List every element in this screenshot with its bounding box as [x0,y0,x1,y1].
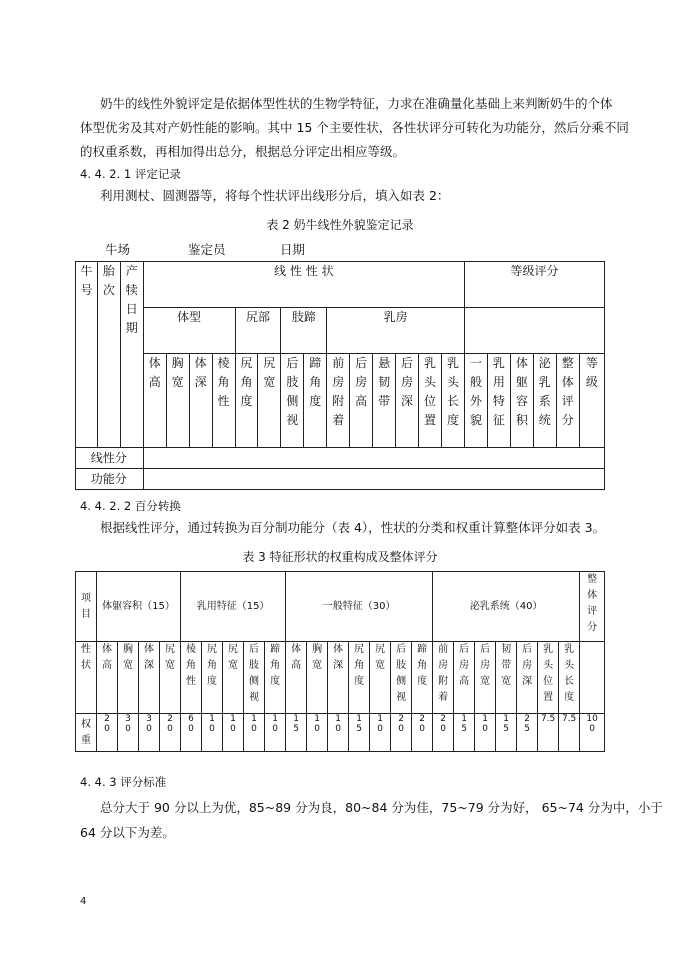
t2-grade-col: 泌乳系统 [533,354,556,448]
t3-trait: 乳头位置 [538,642,559,714]
t2-trait: 体深 [189,354,212,448]
t3-header-total: 整体评分 [580,572,605,642]
t2-trait: 前房附着 [327,354,350,448]
t3-trait: 前房附着 [433,642,454,714]
t3-trait: 后房深 [517,642,538,714]
t3-weight: 10 [202,714,223,752]
t3-trait: 体深 [139,642,160,714]
t2-header-grade-eval: 等级评分 [464,262,604,308]
t3-trait: 体高 [97,642,118,714]
t3-trait: 尻角度 [349,642,370,714]
meta-appraiser: 鉴定员 [188,242,226,257]
t3-weight: 60 [181,714,202,752]
page-number: 4 [80,896,87,907]
t3-weight: 20 [433,714,454,752]
meta-date: 日期 [280,242,306,257]
intro-line-2: 体型优劣及其对产奶性能的影响。其中 15 个主要性状，各性状评分可转化为功能分，然后分乘不同 [80,120,629,135]
t3-weight: 15 [286,714,307,752]
t2-trait: 棱角性 [212,354,235,448]
t3-trait [580,642,605,714]
t3-trait: 蹄角度 [265,642,286,714]
t2-grade-col: 整体评分 [556,354,579,448]
t3-trait: 尻宽 [223,642,244,714]
meta-farm: 牛场 [105,242,131,257]
t2-trait: 体高 [143,354,166,448]
t3-trait-row [76,642,605,714]
t2-trait: 后肢侧视 [281,354,304,448]
t3-weight: 30 [118,714,139,752]
t3-weight-row [76,714,605,752]
section-4422-body: 根据线性评分，通过转换为百分制功能分（表 4），性状的分类和权重计算整体评分如表 3。 [100,520,606,535]
t3-trait: 乳头长度 [559,642,580,714]
t3-trait: 尻角度 [202,642,223,714]
t2-header-linear: 线 性 性 状 [143,262,464,308]
section-443-heading: 4. 4. 3 评分标准 [80,775,167,789]
t3-trait: 后房宽 [475,642,496,714]
intro-line-1: 奶牛的线性外貌评定是依据体型性状的生物学特征，力求在准确量化基础上来判断奶牛的个体 [100,96,613,111]
t3-weight: 20 [412,714,433,752]
t2-row-function-cells [143,469,604,490]
t3-header-weight: 权重 [76,714,97,752]
t3-trait: 棱角性 [181,642,202,714]
t2-trait-row [76,354,605,448]
t2-group-grade-empty [464,308,604,354]
t3-weight: 10 [475,714,496,752]
t3-trait: 胸宽 [118,642,139,714]
t2-trait: 尻宽 [258,354,281,448]
t3-weight: 10 [265,714,286,752]
t3-weight: 10 [370,714,391,752]
t3-weight: 7.5 [559,714,580,752]
t2-row-linear-cells [143,448,604,469]
t3-trait: 尻宽 [370,642,391,714]
t3-weight: 10 [244,714,265,752]
t2-grade-col: 乳用特征 [487,354,510,448]
table3-caption: 表 3 特征形状的权重构成及整体评分 [242,550,438,564]
t2-header-id: 牛号 [76,262,98,448]
t3-header-item: 项目 [76,572,97,642]
t3-trait: 胸宽 [307,642,328,714]
t2-group-rump: 尻部 [235,308,281,354]
t2-trait: 尻角度 [235,354,258,448]
t2-trait: 后房深 [396,354,419,448]
t2-trait: 乳头长度 [441,354,464,448]
t3-cat-mammary: 泌乳系统（40） [433,572,580,642]
t3-weight: 15 [349,714,370,752]
t2-header-calving: 产犊日期 [120,262,143,448]
t2-header-parity: 胎次 [97,262,120,448]
t3-trait: 后房高 [454,642,475,714]
t3-cat-general: 一般特征（30） [286,572,433,642]
t3-weight: 15 [496,714,517,752]
t2-row-function-label: 功能分 [76,469,144,490]
t2-grade-col: 一般外貌 [464,354,487,448]
t2-group-feet: 肢蹄 [281,308,327,354]
t2-group-udder: 乳房 [327,308,465,354]
t3-trait: 蹄角度 [412,642,433,714]
t2-group-body: 体型 [143,308,235,354]
t2-grade-col: 等级 [579,354,604,448]
intro-line-3: 的权重系数，再相加得出总分，根据总分评定出相应等级。 [80,144,406,159]
t3-trait: 后肢侧视 [244,642,265,714]
section-443-line-2: 64 分以下为差。 [80,825,175,840]
t3-weight: 100 [580,714,605,752]
t3-weight: 7.5 [538,714,559,752]
t3-cat-body-capacity: 体躯容积（15） [97,572,181,642]
t2-row-linear-label: 线性分 [76,448,144,469]
t3-weight: 30 [139,714,160,752]
t3-trait: 体高 [286,642,307,714]
t3-weight: 15 [454,714,475,752]
table-3 [75,571,605,752]
t3-cat-dairy-character: 乳用特征（15） [181,572,286,642]
t2-trait: 后房高 [350,354,373,448]
section-4422-heading: 4. 4. 2. 2 百分转换 [80,499,181,513]
t3-header-trait: 性状 [76,642,97,714]
t3-trait: 尻宽 [160,642,181,714]
t2-trait: 胸宽 [166,354,189,448]
t2-grade-col: 体躯容积 [510,354,533,448]
t3-trait: 后肢侧视 [391,642,412,714]
t3-weight: 25 [517,714,538,752]
t2-trait: 蹄角度 [304,354,327,448]
t3-weight: 10 [223,714,244,752]
t2-trait: 乳头位置 [419,354,442,448]
t3-trait: 韧带宽 [496,642,517,714]
t3-weight: 20 [391,714,412,752]
section-443-line-1: 总分大于 90 分以上为优，85~89 分为良，80~84 分为佳，75~79 分为好， 65~74 分为中，小于 [100,800,663,815]
t3-weight: 10 [328,714,349,752]
section-4421-body: 利用测杖、圆测器等，将每个性状评出线形分后，填入如表 2： [100,188,450,203]
t3-trait: 体深 [328,642,349,714]
t2-trait: 悬韧带 [373,354,396,448]
table2-caption: 表 2 奶牛线性外貌鉴定记录 [266,218,414,232]
t3-weight: 20 [97,714,118,752]
table-2 [75,261,605,490]
t3-weight: 10 [307,714,328,752]
t3-weight: 20 [160,714,181,752]
section-4421-heading: 4. 4. 2. 1 评定记录 [80,167,181,181]
